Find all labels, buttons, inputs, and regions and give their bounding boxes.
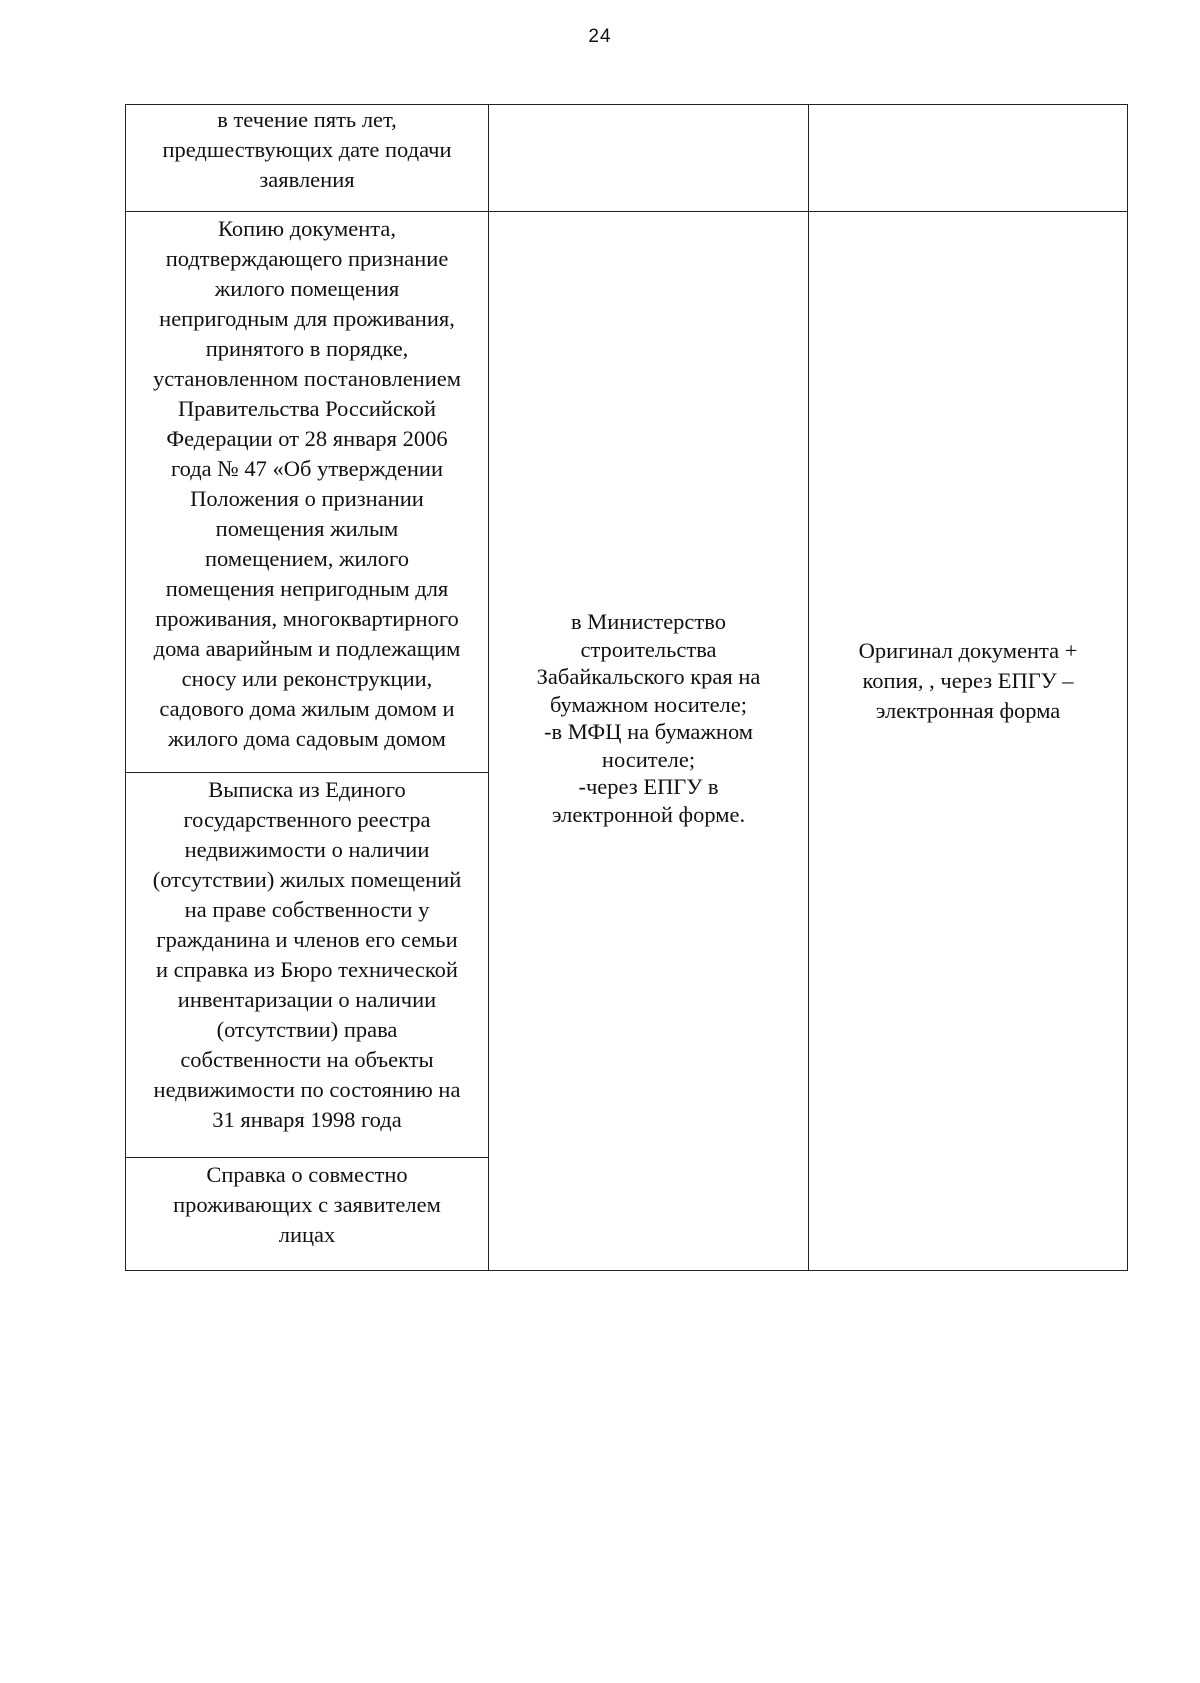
table-cell-document — [126, 212, 489, 773]
cell-text: Копию документа, подтверждающего признание жилого помещения непригодным для проживания, принятого в порядке, установленном постановлением Правительства Российской Федерации от 28 января 2006 года № 47 «Об утверждении Положения о признании помещения жилым помещением, жилого помещения непригодным для проживания, многоквартирного дома аварийным и подлежащим сносу или реконструкции, садового дома жилым домом и жилого дома садовым домом — [152, 216, 461, 751]
cell-text: Выписка из Единого государственного реестра недвижимости о наличии (отсутствии) жилых помещений на праве собственности у гражданина и членов его семьи и справка из Бюро технической инвентаризации о наличии (отсутствии) права собственности на объекты недвижимости по состоянию на 31 января 1998 года — [152, 777, 462, 1132]
document-table — [125, 104, 1128, 1271]
page-number: 24 — [588, 26, 612, 47]
cell-text: Справка о совместно проживающих с заявителем лицах — [173, 1162, 441, 1247]
table-cell-form — [809, 105, 1128, 212]
table-cell-document — [126, 773, 489, 1158]
table-cell-document — [126, 1158, 489, 1271]
table-row — [126, 105, 1128, 212]
table-cell-submission — [489, 105, 809, 212]
table-row — [126, 212, 1128, 773]
cell-text: в течение пять лет, предшествующих дате подачи заявления — [162, 107, 452, 192]
cell-text: Оригинал документа + копия, , через ЕПГУ – электронная форма — [858, 638, 1078, 723]
cell-text: в Министерство строительства Забайкальского края на бумажном носителе; -в МФЦ на бумажном носителе; -через ЕПГУ в электронной форме. — [536, 609, 761, 827]
table-cell-document — [126, 105, 489, 212]
table-cell-submission-merged — [489, 212, 809, 1271]
table-cell-form-merged — [809, 212, 1128, 1271]
